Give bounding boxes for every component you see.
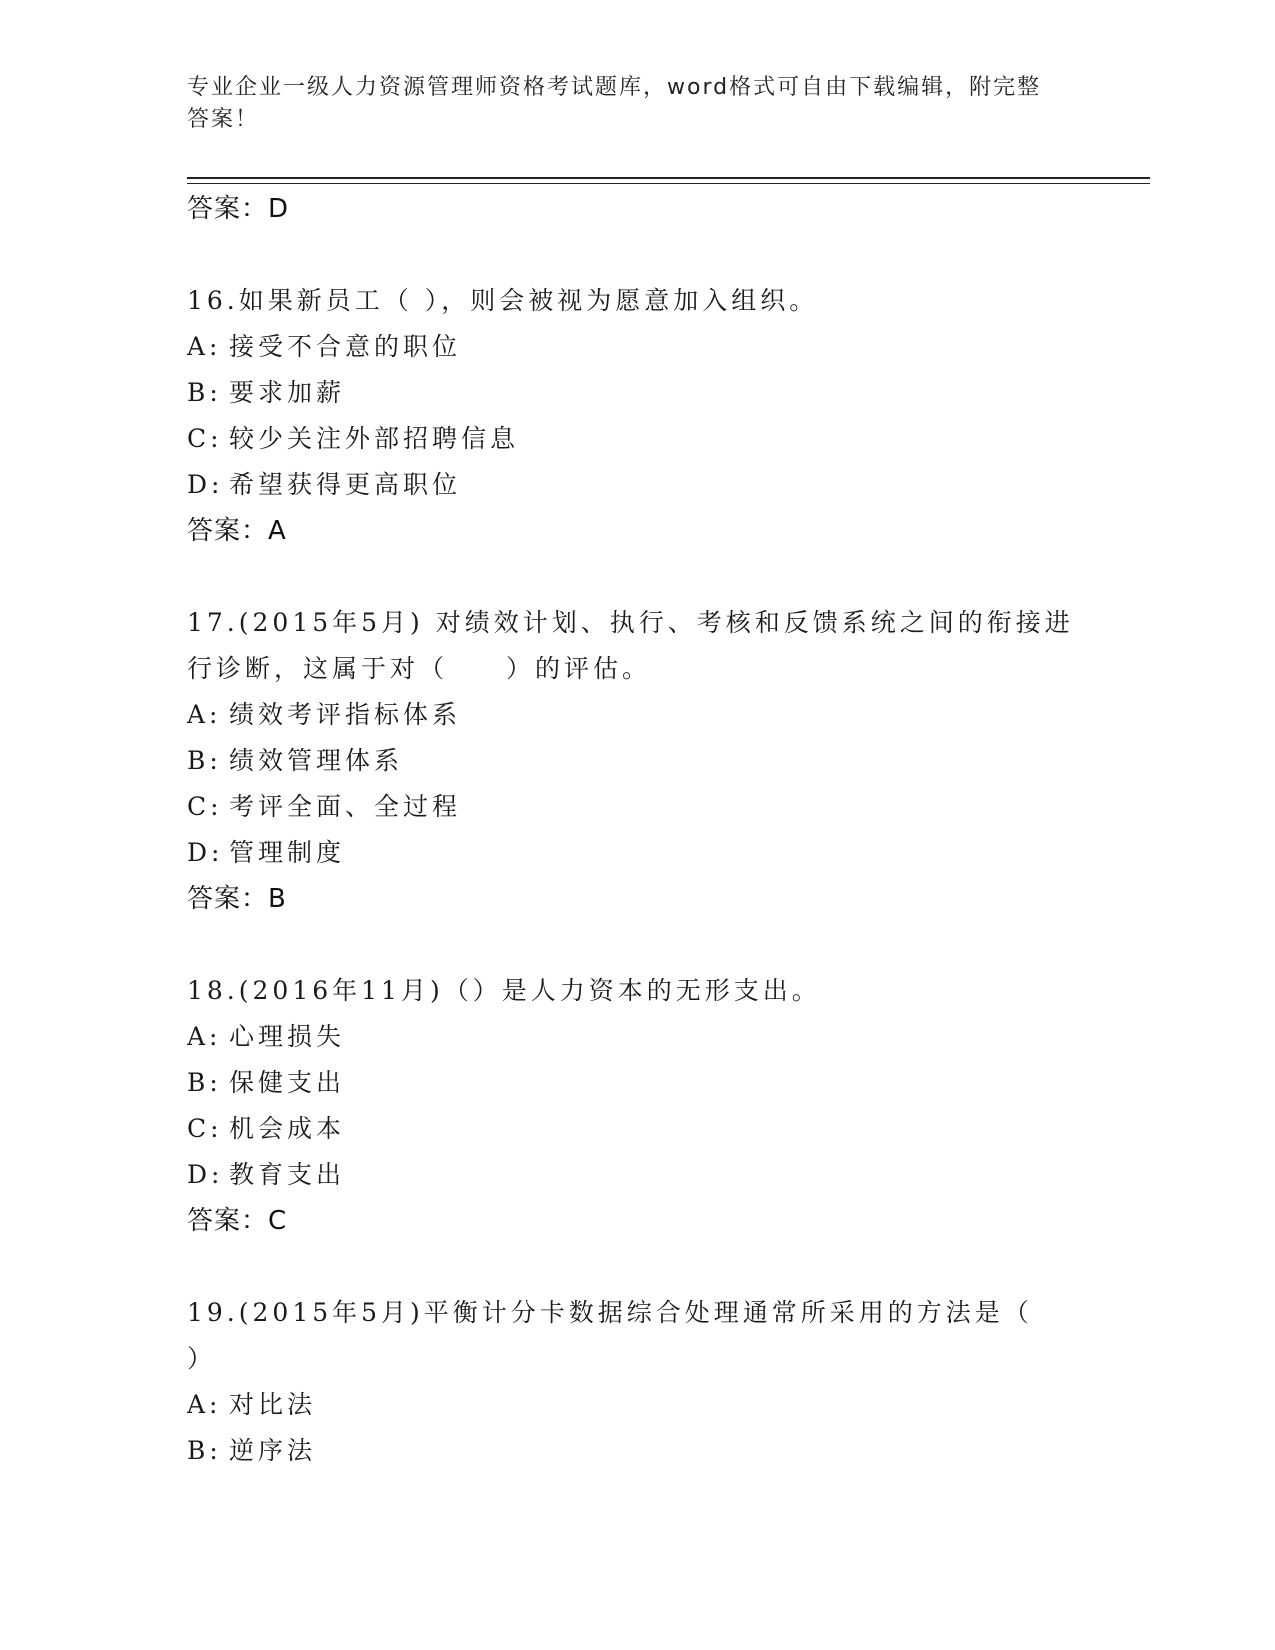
option-b: [187, 370, 1087, 416]
option-key: A:: [187, 1390, 222, 1419]
option-text: 保健支出: [229, 1068, 346, 1097]
answer-line: 答案：C: [187, 1206, 288, 1236]
option-d: [187, 462, 1087, 508]
option-key: B:: [187, 1068, 222, 1097]
option-text: 较少关注外部招聘信息: [229, 424, 520, 453]
option-text: 管理制度: [229, 838, 346, 867]
option-key: B:: [187, 746, 222, 775]
option-text: 接受不合意的职位: [229, 332, 462, 361]
option-key: A:: [187, 700, 222, 729]
option-key: D:: [187, 1160, 224, 1189]
question-text: 16.如果新员工（ ），则会被视为愿意加入组织。: [187, 286, 819, 315]
question-text-continued: 行诊断，这属于对（ ）的评估。: [187, 654, 652, 683]
option-a: [187, 1014, 1087, 1060]
option-a: [187, 324, 1087, 370]
option-text: 机会成本: [229, 1114, 346, 1143]
option-key: B:: [187, 1436, 222, 1465]
option-text: 逆序法: [229, 1436, 317, 1465]
option-c: [187, 1106, 1087, 1152]
answer-line: 答案：D: [187, 194, 290, 224]
question-17: [187, 600, 1087, 922]
question-19: [187, 1290, 1087, 1474]
option-text: 要求加薪: [229, 378, 346, 407]
option-d: [187, 1152, 1087, 1198]
option-c: [187, 416, 1087, 462]
option-text: 绩效考评指标体系: [229, 700, 462, 729]
option-key: B:: [187, 378, 222, 407]
question-18: [187, 968, 1087, 1244]
question-text-continued: ）: [187, 1344, 217, 1373]
option-b: [187, 1428, 1087, 1474]
question-text: 18.(2016年11月)（）是人力资本的无形支出。: [187, 976, 821, 1005]
option-text: 对比法: [229, 1390, 317, 1419]
option-b: [187, 1060, 1087, 1106]
header-rule-thick: [187, 177, 1150, 179]
answer-line: 答案：A: [187, 516, 287, 546]
option-text: 绩效管理体系: [229, 746, 404, 775]
option-key: A:: [187, 1022, 222, 1051]
question-text: 17.(2015年5月) 对绩效计划、执行、考核和反馈系统之间的衔接进: [187, 608, 1074, 637]
option-key: C:: [187, 1114, 223, 1143]
option-a: [187, 692, 1087, 738]
option-a: [187, 1382, 1087, 1428]
question-text: 19.(2015年5月)平衡计分卡数据综合处理通常所采用的方法是（: [187, 1298, 1033, 1327]
option-key: D:: [187, 838, 224, 867]
question-list: [187, 186, 1087, 1474]
header-line-2: 答案！: [187, 107, 260, 132]
option-c: [187, 784, 1087, 830]
option-key: D:: [187, 470, 224, 499]
header-line-1: 专业企业一级人力资源管理师资格考试题库，word格式可自由下载编辑，附完整: [187, 75, 1042, 100]
header-rule-thin: [187, 183, 1150, 184]
question-16: [187, 278, 1087, 554]
option-key: C:: [187, 424, 223, 453]
answer-line: 答案：B: [187, 884, 287, 914]
page-header: [187, 72, 1067, 136]
option-key: A:: [187, 332, 222, 361]
option-key: C:: [187, 792, 223, 821]
option-text: 教育支出: [229, 1160, 346, 1189]
option-b: [187, 738, 1087, 784]
option-text: 考评全面、全过程: [229, 792, 462, 821]
option-d: [187, 830, 1087, 876]
option-text: 希望获得更高职位: [229, 470, 462, 499]
option-text: 心理损失: [229, 1022, 346, 1051]
